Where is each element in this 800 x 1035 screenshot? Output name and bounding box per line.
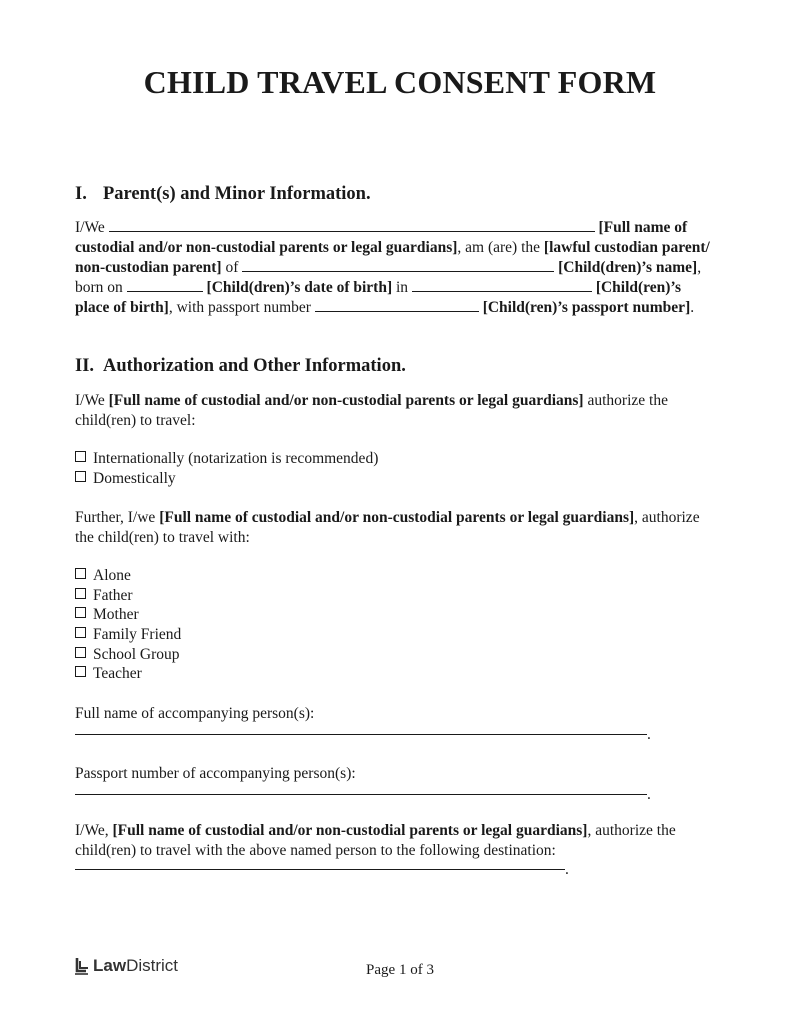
child-name-blank[interactable]	[242, 258, 554, 272]
child-passport-blank[interactable]	[315, 298, 479, 312]
option-internationally[interactable]: Internationally (notarization is recommended)	[75, 449, 378, 469]
parents-name-blank[interactable]	[109, 218, 595, 232]
section-2-heading	[75, 356, 406, 377]
s1-line-2: custodial and/or non-custodial parents or legal guardians], am (are) the [lawful custodian parent/	[75, 239, 710, 256]
s1-line-3: non-custodian parent] of [Child(dren)’s name],	[75, 259, 702, 276]
checkbox-icon[interactable]	[75, 471, 86, 482]
checkbox-icon[interactable]	[75, 568, 86, 579]
section-1-title: Parent(s) and Minor Information.	[103, 184, 371, 204]
accompanying-passport-field: .	[75, 786, 651, 804]
logo-law-text: Law	[93, 956, 127, 975]
checkbox-icon[interactable]	[75, 647, 86, 658]
destination-blank[interactable]	[75, 868, 565, 870]
option-alone[interactable]: Alone	[75, 566, 181, 586]
accompanying-name-field: .	[75, 726, 651, 744]
document-title: CHILD TRAVEL CONSENT FORM	[143, 64, 657, 100]
checkbox-icon[interactable]	[75, 588, 86, 599]
destination-paragraph: I/We, [Full name of custodial and/or non-custodial parents or legal guardians], authorize the child(ren) to travel with the above named person to the following destination:	[75, 822, 676, 859]
authorize-companion-paragraph: Further, I/we [Full name of custodial and/or non-custodial parents or legal guardians], authorize the child(ren) to travel with:	[75, 509, 700, 546]
destination-field: .	[75, 861, 569, 879]
accompanying-passport-label: Passport number of accompanying person(s):	[75, 765, 356, 782]
option-teacher[interactable]: Teacher	[75, 664, 181, 684]
section-2-number: II.	[75, 356, 95, 376]
child-dob-blank[interactable]	[127, 278, 203, 292]
option-school-group[interactable]: School Group	[75, 645, 181, 665]
authorize-travel-paragraph: I/We [Full name of custodial and/or non-custodial parents or legal guardians] authorize the child(ren) to travel:	[75, 392, 668, 429]
option-mother[interactable]: Mother	[75, 605, 181, 625]
child-pob-blank[interactable]	[412, 278, 592, 292]
travel-type-options	[75, 449, 378, 488]
option-domestically[interactable]: Domestically	[75, 469, 378, 489]
section-2-title: Authorization and Other Information.	[103, 356, 406, 376]
s1-line-5: place of birth], with passport number [Child(ren)’s passport number].	[75, 299, 695, 316]
companion-options	[75, 566, 181, 684]
checkbox-icon[interactable]	[75, 666, 86, 677]
option-father[interactable]: Father	[75, 586, 181, 606]
checkbox-icon[interactable]	[75, 451, 86, 462]
section-1-number: I.	[75, 184, 87, 204]
section-1-paragraph	[75, 218, 725, 318]
page-number: Page 1 of 3	[366, 962, 434, 978]
accompanying-name-blank[interactable]	[75, 733, 647, 735]
s1-line-1: I/We [Full name of	[75, 219, 688, 236]
logo-district-text: District	[126, 956, 179, 975]
checkbox-icon[interactable]	[75, 607, 86, 618]
s1-line-4: born on [Child(dren)’s date of birth] in [Child(ren)’s	[75, 279, 682, 296]
option-family-friend[interactable]: Family Friend	[75, 625, 181, 645]
accompanying-name-label: Full name of accompanying person(s):	[75, 705, 315, 722]
section-1-heading	[75, 184, 371, 205]
checkbox-icon[interactable]	[75, 627, 86, 638]
accompanying-passport-blank[interactable]	[75, 793, 647, 795]
